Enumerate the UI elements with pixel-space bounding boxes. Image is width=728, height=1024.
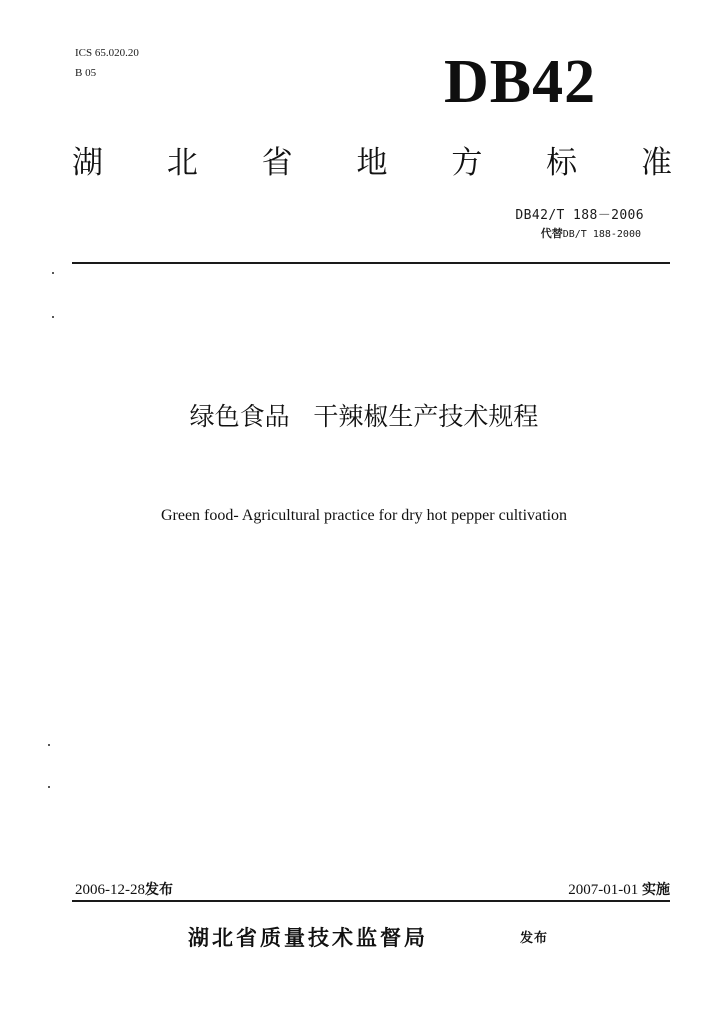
issue-date: 2006-12-28: [75, 882, 145, 898]
replaces-note: [420, 225, 641, 241]
header-divider: [72, 262, 670, 264]
standard-type-char: 地: [356, 145, 388, 181]
document-title-english: Green food- Agricultural practice for dry hot pepper cultivation: [160, 507, 568, 524]
replaces-prefix: 代替: [540, 227, 563, 240]
issue-date-line: [75, 879, 173, 899]
standard-number: DB42/T 188－2006: [515, 208, 644, 223]
scan-speck: [48, 786, 50, 788]
scan-speck: [52, 316, 54, 318]
ics-code: ICS 65.020.20: [75, 47, 139, 59]
replaces-code: DB/T 188-2000: [562, 229, 641, 240]
standard-type-heading: [72, 140, 672, 186]
ccs-code: B 05: [75, 67, 97, 79]
footer-divider: [72, 900, 670, 902]
implement-date-line: [470, 879, 670, 899]
standard-type-char: 湖: [72, 145, 103, 181]
standard-mark: DB42: [444, 48, 597, 116]
scan-speck: [48, 744, 50, 746]
standard-type-char: 省: [261, 145, 293, 181]
issuer-name: 湖北省质量技术监督局: [188, 926, 428, 950]
implement-date: 2007-01-01: [568, 882, 639, 898]
document-title-chinese: 绿色食品 干辣椒生产技术规程: [189, 402, 539, 431]
standard-type-char: 北: [166, 145, 198, 181]
implement-label: 实施: [642, 882, 670, 898]
issuer-action: 发布: [520, 931, 549, 946]
standard-type-char: 方: [451, 145, 483, 181]
scan-speck: [52, 272, 54, 274]
issue-label: 发布: [145, 882, 173, 898]
standard-type-char: 准: [640, 145, 672, 181]
standard-type-char: 标: [546, 145, 578, 181]
